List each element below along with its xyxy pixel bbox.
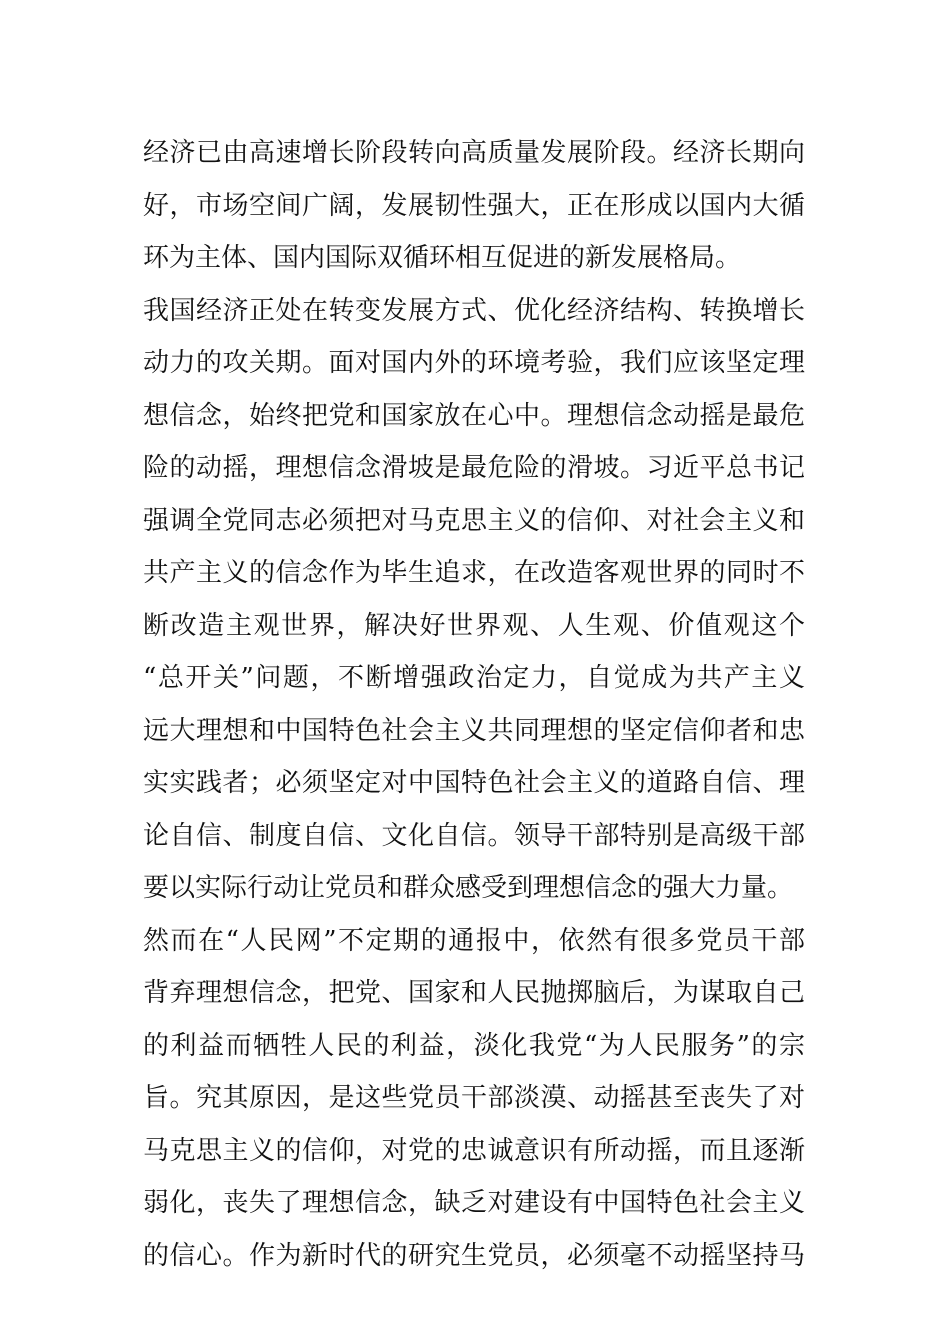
text-line: 的信心。作为新时代的研究生党员，必须毫不动摇坚持马	[143, 1240, 805, 1271]
document-body	[143, 127, 805, 1282]
paragraph-2	[143, 285, 805, 915]
text-line: 强调全党同志必须把对马克思主义的信仰、对社会主义和	[143, 505, 805, 536]
text-line: 险的动摇，理想信念滑坡是最危险的滑坡。习近平总书记	[143, 453, 805, 483]
text-line: 远大理想和中国特色社会主义共同理想的坚定信仰者和忠	[143, 715, 805, 746]
text-line: 旨。究其原因，是这些党员干部淡漠、动摇甚至丧失了对	[143, 1083, 805, 1113]
text-line: 马克思主义的信仰，对党的忠诚意识有所动摇，而且逐渐	[143, 1135, 805, 1166]
paragraph-1	[143, 127, 805, 285]
text-line: 好，市场空间广阔，发展韧性强大，正在形成以国内大循	[143, 190, 805, 221]
text-line: 共产主义的信念作为毕生追求，在改造客观世界的同时不	[143, 558, 805, 588]
text-line: 背弃理想信念，把党、国家和人民抛掷脑后，为谋取自己	[143, 978, 805, 1008]
text-line: 实实践者；必须坚定对中国特色社会主义的道路自信、理	[143, 768, 805, 798]
text-line: “总开关”问题，不断增强政治定力，自觉成为共产主义	[143, 663, 805, 693]
text-line: 的利益而牺牲人民的利益，淡化我党“为人民服务”的宗	[143, 1030, 805, 1061]
text-line: 经济已由高速增长阶段转向高质量发展阶段。经济长期向	[143, 138, 805, 168]
text-line: 断改造主观世界，解决好世界观、人生观、价值观这个	[143, 610, 805, 641]
text-line: 弱化，丧失了理想信念，缺乏对建设有中国特色社会主义	[143, 1188, 805, 1218]
text-line: 环为主体、国内国际双循环相互促进的新发展格局。	[143, 243, 742, 273]
text-line: 要以实际行动让党员和群众感受到理想信念的强大力量。	[143, 873, 794, 903]
text-line: 动力的攻关期。面对国内外的环境考验，我们应该坚定理	[143, 348, 805, 378]
text-line: 然而在“人民网”不定期的通报中，依然有很多党员干部	[143, 925, 805, 956]
text-line: 想信念，始终把党和国家放在心中。理想信念动摇是最危	[143, 400, 805, 431]
paragraph-3	[143, 915, 805, 1283]
text-line: 论自信、制度自信、文化自信。领导干部特别是高级干部	[143, 820, 805, 851]
text-line: 我国经济正处在转变发展方式、优化经济结构、转换增长	[143, 295, 805, 326]
